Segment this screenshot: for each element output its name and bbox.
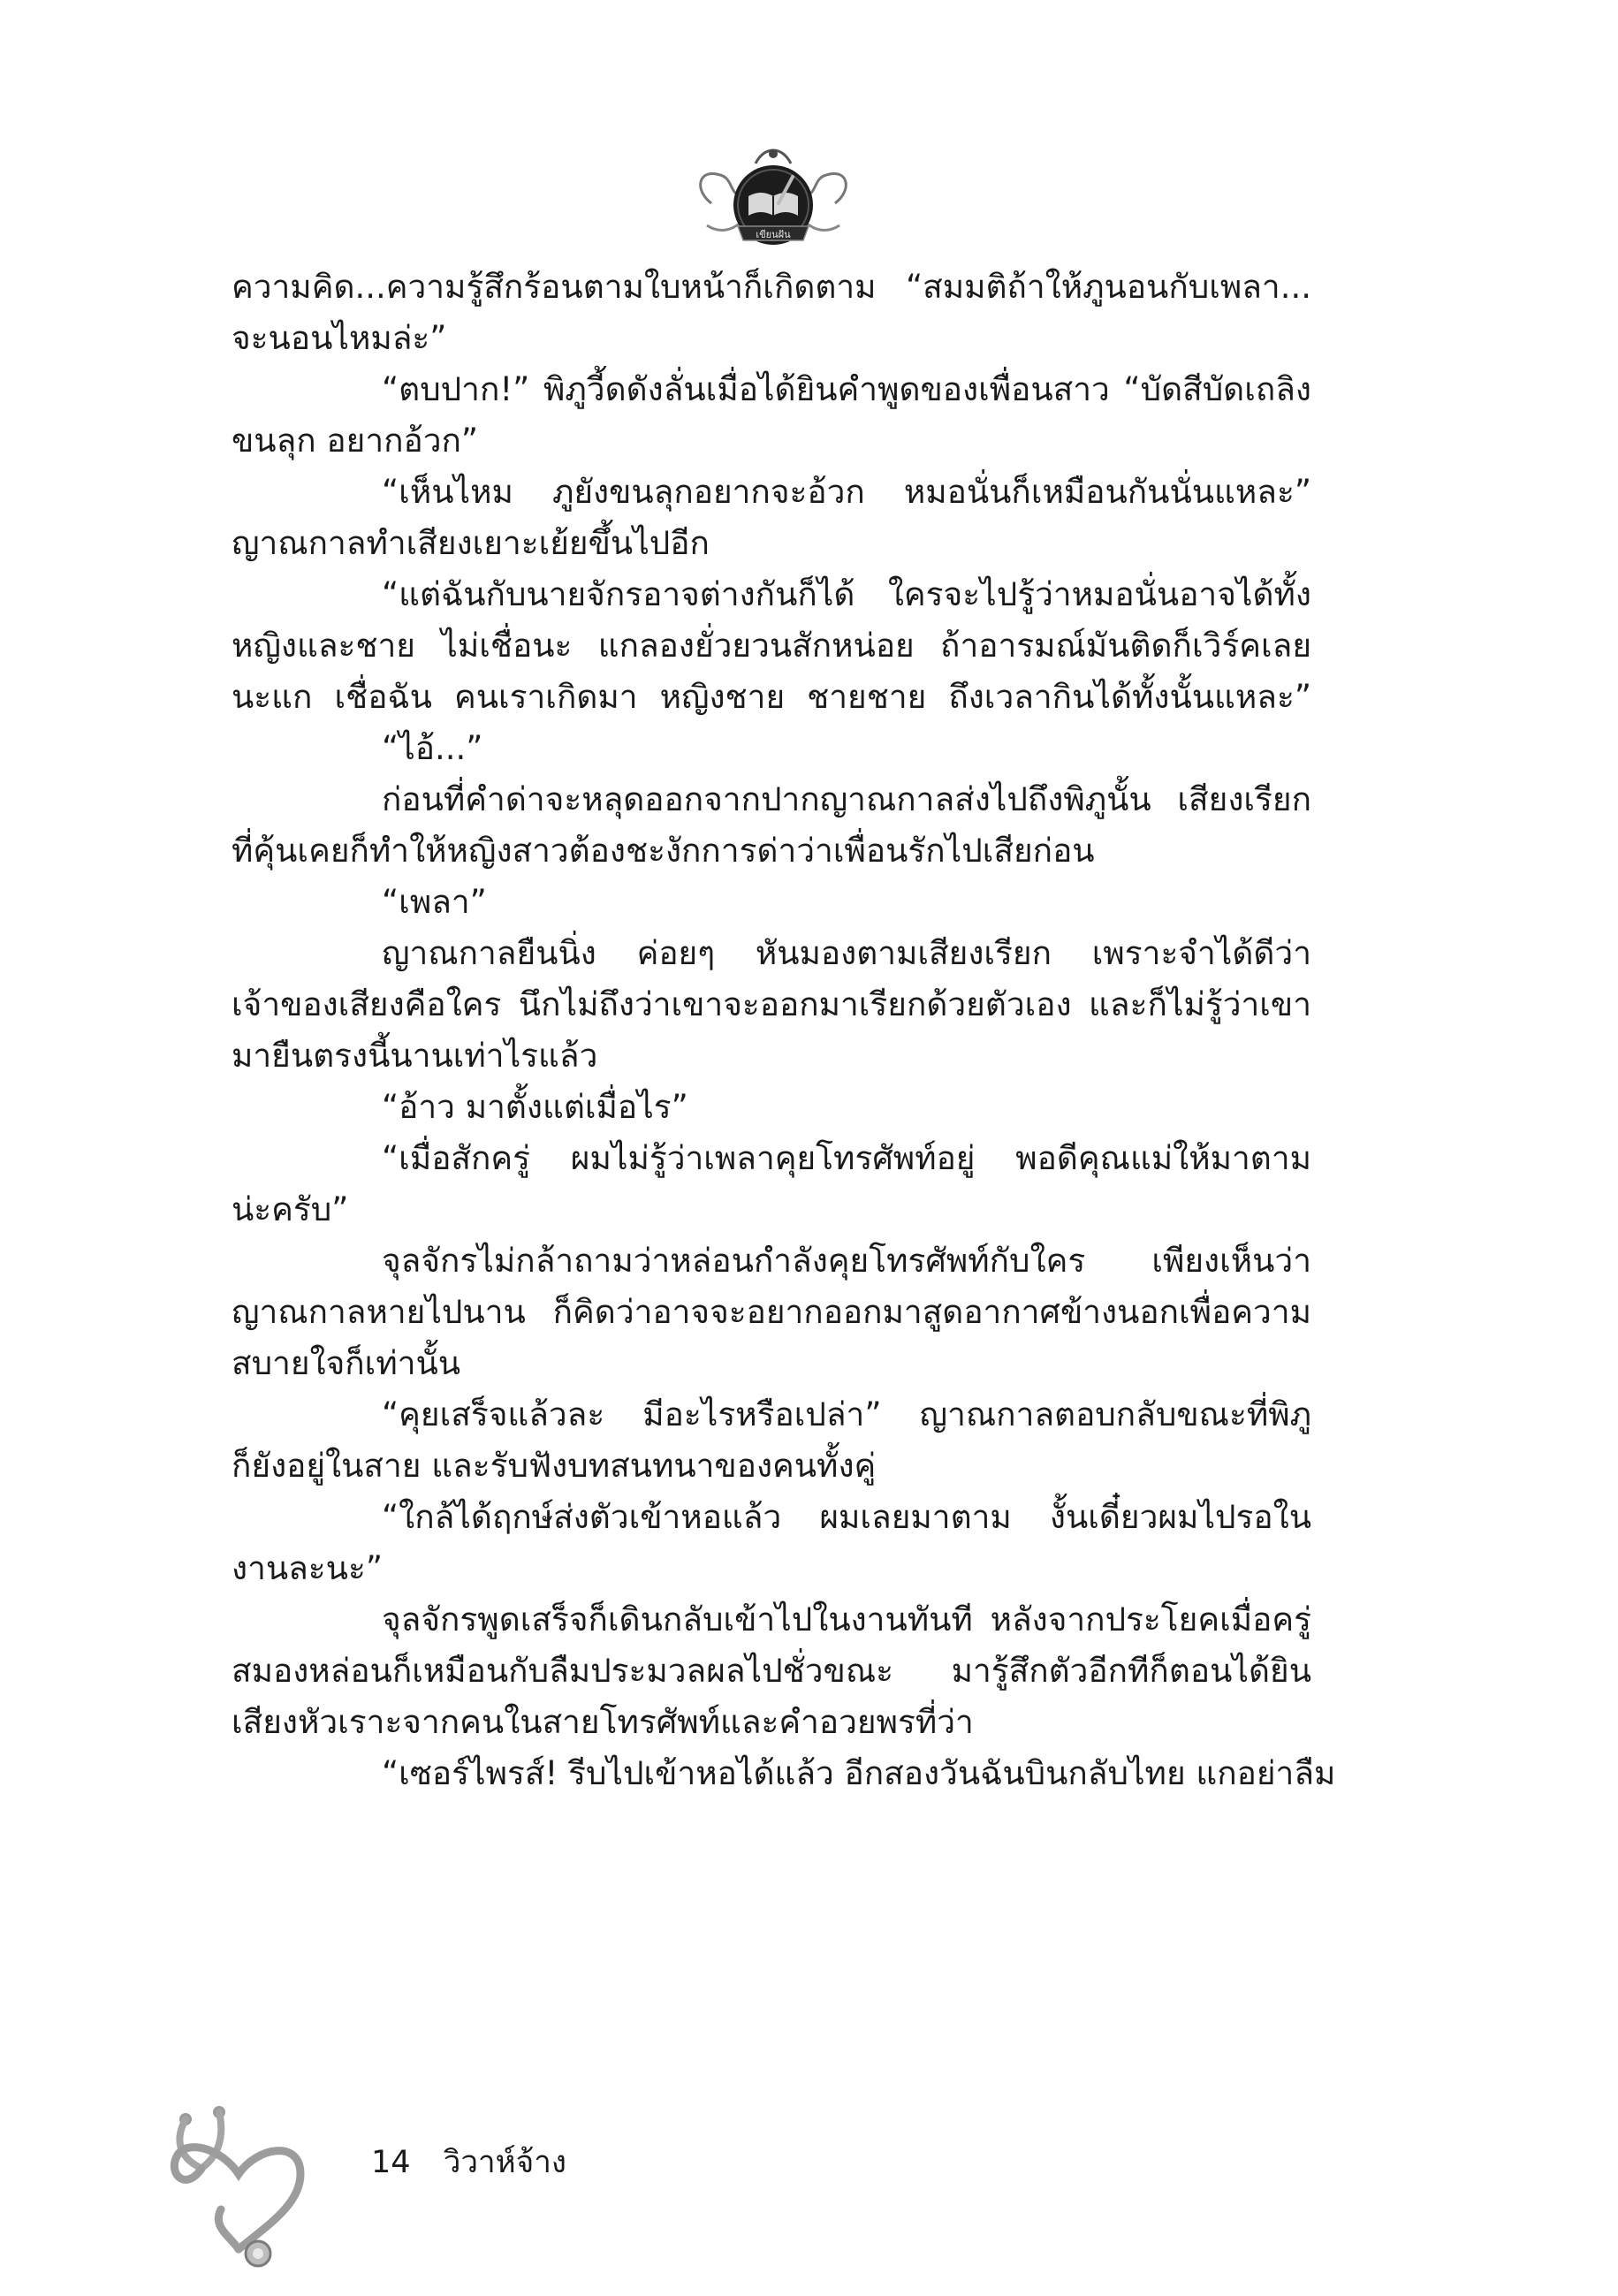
page-footer <box>371 2143 566 2182</box>
text-line: ญาณกาลหายไปนาน ก็คิดว่าอาจจะอยากออกมาสูดอากาศข้างนอกเพื่อความ <box>232 1293 1311 1331</box>
book-title: วิวาห์จ้าง <box>443 2145 566 2180</box>
text-line: “เซอร์ไพรส์! รีบไปเข้าหอได้แล้ว อีกสองวันฉันบินกลับไทย แกอย่าลืม <box>382 1754 1336 1792</box>
stethoscope-heart-icon <box>150 2103 327 2271</box>
text-line: นะแก เชื่อฉัน คนเราเกิดมา หญิงชาย ชายชาย ถึงเวลากินได้ทั้งนั้นแหละ” <box>232 678 1311 716</box>
text-line: “ตบปาก!” พิภูวี้ดดังลั่นเมื่อได้ยินคำพูดของเพื่อนสาว “บัดสีบัดเถลิง <box>382 370 1311 408</box>
text-line: จุลจักรไม่กล้าถามว่าหล่อนกำลังคุยโทรศัพท์กับใคร เพียงเห็นว่า <box>382 1242 1311 1280</box>
text-line: น่ะครับ” <box>232 1190 349 1228</box>
logo-text: เขียนฝัน <box>756 229 791 240</box>
text-line: งานละนะ” <box>232 1549 384 1587</box>
text-line: ก่อนที่คำด่าจะหลุดออกจากปากญาณกาลส่งไปถึงพิภูนั้น เสียงเรียก <box>382 780 1311 818</box>
page-number: 14 <box>371 2145 411 2180</box>
text-line: “เพลา” <box>382 883 487 921</box>
text-line: มายืนตรงนี้นานเท่าไรแล้ว <box>232 1037 598 1075</box>
text-line: ความคิด...ความรู้สึกร้อนตามใบหน้าก็เกิดตาม “สมมติถ้าให้ภูนอนกับเพลา... <box>232 268 1311 306</box>
text-line: จุลจักรพูดเสร็จก็เดินกลับเข้าไปในงานทันที หลังจากประโยคเมื่อครู่ <box>382 1600 1311 1638</box>
text-line: “อ้าว มาตั้งแต่เมื่อไร” <box>382 1088 688 1126</box>
text-line: เสียงหัวเราะจากคนในสายโทรศัพท์และคำอวยพรที่ว่า <box>232 1703 974 1741</box>
text-line: หญิงและชาย ไม่เชื่อนะ แกลองยั่วยวนสักหน่อย ถ้าอารมณ์มันติดก็เวิร์คเลย <box>232 627 1311 665</box>
text-line: สบายใจก็เท่านั้น <box>232 1344 461 1382</box>
text-line: จะนอนไหมล่ะ” <box>232 319 447 357</box>
text-line: เจ้าของเสียงคือใคร นึกไม่ถึงว่าเขาจะออกมาเรียกด้วยตัวเอง และก็ไม่รู้ว่าเขา <box>232 985 1311 1023</box>
text-line: ก็ยังอยู่ในสาย และรับฟังบทสนทนาของคนทั้งคู่ <box>232 1447 877 1485</box>
text-line: “เมื่อสักครู่ ผมไม่รู้ว่าเพลาคุยโทรศัพท์อยู่ พอดีคุณแม่ให้มาตาม <box>382 1139 1311 1177</box>
body-text <box>232 262 1336 1799</box>
text-line: สมองหล่อนก็เหมือนกับลืมประมวลผลไปชั่วขณะ มารู้สึกตัวอีกทีก็ตอนได้ยิน <box>232 1652 1311 1690</box>
text-line: ที่คุ้นเคยก็ทำให้หญิงสาวต้องชะงักการด่าว่าเพื่อนรักไปเสียก่อน <box>232 832 1095 870</box>
text-line: “ใกล้ได้ฤกษ์ส่งตัวเข้าหอแล้ว ผมเลยมาตาม งั้นเดี๋ยวผมไปรอใน <box>382 1498 1311 1536</box>
text-line: “เห็นไหม ภูยังขนลุกอยากจะอ้วก หมอนั่นก็เหมือนกันนั่นแหละ” <box>382 473 1311 511</box>
text-line: ญาณกาลทำเสียงเยาะเย้ยขึ้นไปอีก <box>232 524 710 562</box>
text-line: “คุยเสร็จแล้วละ มีอะไรหรือเปล่า” ญาณกาลตอบกลับขณะที่พิภู <box>382 1395 1311 1433</box>
book-emblem-icon <box>694 141 853 256</box>
text-line: “ไอ้...” <box>382 729 483 767</box>
text-line: ญาณกาลยืนนิ่ง ค่อยๆ หันมองตามเสียงเรียก เพราะจำได้ดีว่า <box>382 934 1311 972</box>
text-line: ขนลุก อยากอ้วก” <box>232 422 479 460</box>
text-line: “แต่ฉันกับนายจักรอาจต่างกันก็ได้ ใครจะไปรู้ว่าหมอนั่นอาจได้ทั้ง <box>382 575 1311 613</box>
